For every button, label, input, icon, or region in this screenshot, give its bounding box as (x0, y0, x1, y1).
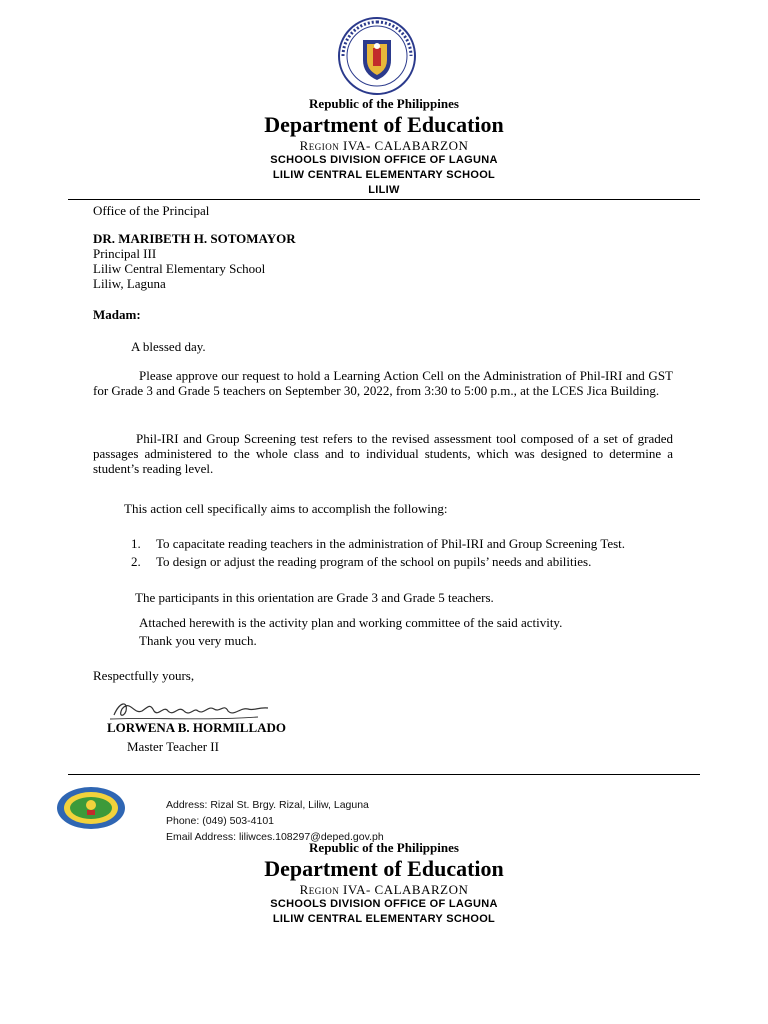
thanks-text: Thank you very much. (139, 633, 257, 648)
school-name-text: LILIW CENTRAL ELEMENTARY SCHOOL (272, 169, 496, 181)
school-name-text-2: LILIW CENTRAL ELEMENTARY SCHOOL (272, 913, 496, 925)
division-text-2: SCHOOLS DIVISION OFFICE OF LAGUNA (270, 898, 498, 910)
region-text: Region IVA- CALABARZON (299, 138, 469, 153)
office-label: Office of the Principal (93, 203, 210, 218)
list-number: 1. (131, 536, 141, 551)
greeting: A blessed day. (131, 339, 206, 354)
recipient-position: Principal III (93, 246, 157, 261)
republic-text: Republic of the Philippines (309, 96, 459, 111)
list-text: To design or adjust the reading program of the school on pupils’ needs and abilities. (156, 554, 592, 569)
division-text: SCHOOLS DIVISION OFFICE OF LAGUNA (270, 154, 498, 166)
header-divider (68, 199, 700, 200)
republic-text-2: Republic of the Philippines (309, 840, 459, 855)
list-item (131, 554, 625, 569)
signer-title: Master Teacher II (127, 739, 219, 754)
school-logo-icon (56, 786, 126, 830)
recipient-name: DR. MARIBETH H. SOTOMAYOR (93, 231, 296, 246)
paragraph-attached: Attached herewith is the activity plan and working committee of the said activity. (139, 615, 563, 630)
region-text-2: Region IVA- CALABARZON (299, 882, 469, 897)
list-text: To capacitate reading teachers in the administration of Phil-IRI and Group Screening Test. (156, 536, 626, 551)
objectives-list (131, 536, 625, 569)
signer-name: LORWENA B. HORMILLADO (107, 720, 287, 735)
footer-phone: Phone: (049) 503-4101 (166, 815, 274, 827)
paragraph-definition: Phil-IRI and Group Screening test refers to the revised assessment tool composed of a set of graded passages administered to the whole class and to individual students, which was designed to determine a student’s reading level. (93, 431, 673, 476)
paragraph-request: Please approve our request to hold a Learning Action Cell on the Administration of Phil-IRI and GST for Grade 3 and Grade 5 teachers on September 30, 2022, from 3:30 to 5:00 p.m., at the LCES Jica Building. (93, 368, 673, 398)
recipient-school: Liliw Central Elementary School (93, 261, 266, 276)
list-number: 2. (131, 554, 141, 569)
recipient-address: Liliw, Laguna (93, 276, 166, 291)
salutation: Madam: (93, 307, 141, 322)
department-title-2: Department of Education (264, 856, 504, 881)
paragraph-aims: This action cell specifically aims to accomplish the following: (124, 501, 448, 516)
town-text: LILIW (368, 184, 400, 196)
footer-email: Email Address: liliwces.108297@deped.gov.ph (166, 831, 384, 843)
closing-text: Respectfully yours, (93, 668, 195, 683)
paragraph-participants: The participants in this orientation are Grade 3 and Grade 5 teachers. (135, 590, 494, 605)
deped-seal-icon (337, 16, 417, 96)
footer-divider (68, 774, 700, 775)
footer-address: Address: Rizal St. Brgy. Rizal, Liliw, Laguna (166, 799, 369, 811)
list-item (131, 536, 625, 551)
department-title: Department of Education (264, 112, 504, 137)
